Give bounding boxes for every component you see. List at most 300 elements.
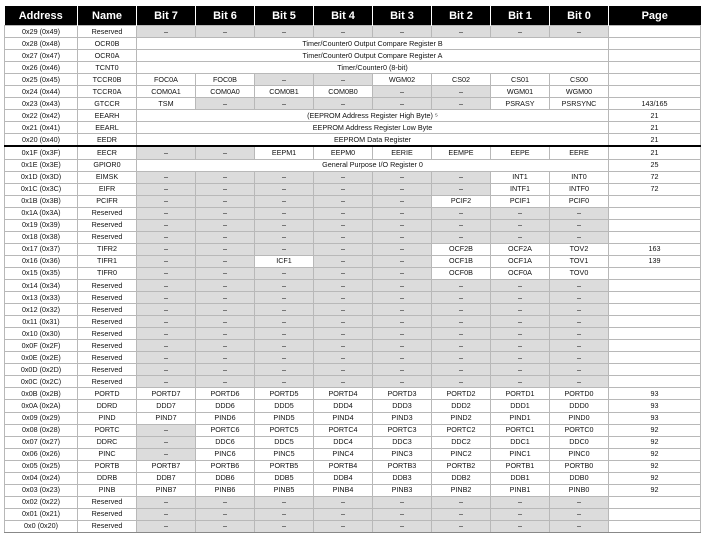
register-name-cell: EEDR: [78, 134, 137, 147]
page-cell: 21: [609, 134, 701, 147]
bit7-cell: COM0A1: [137, 86, 196, 98]
table-row: [5, 207, 701, 219]
bit1-cell: OCF2A: [491, 243, 550, 255]
bit1-cell: PSRASY: [491, 98, 550, 110]
bit0-cell: PIND0: [550, 412, 609, 424]
bit1-cell: –: [491, 292, 550, 304]
bit5-cell: –: [255, 352, 314, 364]
header-row: [5, 6, 701, 26]
address-cell: 0x0B (0x2B): [5, 388, 78, 400]
bit5-cell: DDD5: [255, 400, 314, 412]
bit3-cell: DDC3: [373, 436, 432, 448]
bit3-cell: –: [373, 195, 432, 207]
bit7-cell: PORTD7: [137, 388, 196, 400]
bit0-cell: TOV0: [550, 267, 609, 279]
bit4-cell: –: [314, 207, 373, 219]
register-name-cell: Reserved: [78, 496, 137, 508]
register-name-cell: Reserved: [78, 316, 137, 328]
register-name-cell: TCCR0B: [78, 74, 137, 86]
bit2-cell: CS02: [432, 74, 491, 86]
bit2-cell: DDD2: [432, 400, 491, 412]
table-row: [5, 304, 701, 316]
page-cell: 72: [609, 183, 701, 195]
bit6-cell: PORTD6: [196, 388, 255, 400]
table-row: [5, 171, 701, 183]
page-cell: [609, 376, 701, 388]
bit3-cell: –: [373, 183, 432, 195]
bit5-cell: PORTC5: [255, 424, 314, 436]
address-cell: 0x25 (0x45): [5, 74, 78, 86]
bit6-cell: –: [196, 267, 255, 279]
bit6-cell: –: [196, 340, 255, 352]
bit1-cell: OCF0A: [491, 267, 550, 279]
bit4-cell: –: [314, 243, 373, 255]
bit4-cell: –: [314, 195, 373, 207]
register-span-cell: Timer/Counter0 Output Compare Register B: [137, 38, 609, 50]
register-name-cell: GPIOR0: [78, 159, 137, 171]
bit1-cell: DDD1: [491, 400, 550, 412]
bit1-cell: –: [491, 508, 550, 520]
register-name-cell: TIFR1: [78, 255, 137, 267]
table-row: [5, 267, 701, 279]
bit5-cell: –: [255, 207, 314, 219]
bit7-cell: DDB7: [137, 472, 196, 484]
bit0-cell: EERE: [550, 146, 609, 159]
header-bit6: Bit 6: [196, 6, 255, 26]
address-cell: 0x02 (0x22): [5, 496, 78, 508]
bit6-cell: –: [196, 508, 255, 520]
bit4-cell: –: [314, 255, 373, 267]
bit5-cell: –: [255, 279, 314, 291]
bit3-cell: –: [373, 255, 432, 267]
register-name-cell: PINC: [78, 448, 137, 460]
bit3-cell: –: [373, 316, 432, 328]
register-span-cell: EEPROM Data Register: [137, 134, 609, 147]
bit6-cell: PORTC6: [196, 424, 255, 436]
bit2-cell: –: [432, 328, 491, 340]
bit6-cell: FOC0B: [196, 74, 255, 86]
bit7-cell: –: [137, 496, 196, 508]
page-cell: [609, 62, 701, 74]
bit7-cell: –: [137, 292, 196, 304]
bit7-cell: –: [137, 231, 196, 243]
register-span-cell: EEPROM Address Register Low Byte: [137, 122, 609, 134]
bit2-cell: PCIF2: [432, 195, 491, 207]
bit6-cell: –: [196, 195, 255, 207]
bit6-cell: DDC6: [196, 436, 255, 448]
table-row: [5, 110, 701, 122]
bit0-cell: –: [550, 231, 609, 243]
bit2-cell: –: [432, 508, 491, 520]
bit1-cell: PORTD1: [491, 388, 550, 400]
page-cell: [609, 219, 701, 231]
bit0-cell: –: [550, 304, 609, 316]
page-cell: [609, 50, 701, 62]
page-cell: [609, 496, 701, 508]
bit6-cell: –: [196, 183, 255, 195]
page-cell: 93: [609, 400, 701, 412]
address-cell: 0x01 (0x21): [5, 508, 78, 520]
header-bit5: Bit 5: [255, 6, 314, 26]
page-cell: 92: [609, 448, 701, 460]
bit3-cell: –: [373, 292, 432, 304]
page-cell: [609, 279, 701, 291]
bit2-cell: –: [432, 207, 491, 219]
bit6-cell: PINB6: [196, 484, 255, 496]
bit3-cell: DDD3: [373, 400, 432, 412]
bit0-cell: –: [550, 352, 609, 364]
bit6-cell: –: [196, 146, 255, 159]
table-row: [5, 98, 701, 110]
table-row: [5, 74, 701, 86]
table-row: [5, 122, 701, 134]
address-cell: 0x20 (0x40): [5, 134, 78, 147]
bit7-cell: –: [137, 316, 196, 328]
bit2-cell: –: [432, 352, 491, 364]
bit5-cell: –: [255, 364, 314, 376]
bit1-cell: CS01: [491, 74, 550, 86]
table-row: [5, 376, 701, 388]
bit5-cell: –: [255, 496, 314, 508]
register-name-cell: PORTB: [78, 460, 137, 472]
register-name-cell: Reserved: [78, 364, 137, 376]
register-name-cell: PIND: [78, 412, 137, 424]
bit5-cell: –: [255, 183, 314, 195]
register-span-cell: General Purpose I/O Register 0: [137, 159, 609, 171]
bit3-cell: PORTB3: [373, 460, 432, 472]
page-cell: [609, 328, 701, 340]
table-row: [5, 400, 701, 412]
bit7-cell: –: [137, 376, 196, 388]
page-cell: 93: [609, 412, 701, 424]
table-row: [5, 50, 701, 62]
table-row: [5, 520, 701, 532]
bit3-cell: –: [373, 267, 432, 279]
bit3-cell: –: [373, 98, 432, 110]
bit0-cell: –: [550, 508, 609, 520]
register-name-cell: DDRB: [78, 472, 137, 484]
bit3-cell: –: [373, 328, 432, 340]
address-cell: 0x17 (0x37): [5, 243, 78, 255]
bit6-cell: –: [196, 292, 255, 304]
page-cell: [609, 231, 701, 243]
address-cell: 0x1F (0x3F): [5, 146, 78, 159]
bit7-cell: –: [137, 520, 196, 532]
bit7-cell: –: [137, 328, 196, 340]
page-cell: 21: [609, 146, 701, 159]
bit5-cell: –: [255, 292, 314, 304]
bit4-cell: –: [314, 520, 373, 532]
bit4-cell: –: [314, 183, 373, 195]
address-cell: 0x0E (0x2E): [5, 352, 78, 364]
page-cell: [609, 26, 701, 38]
header-address: Address: [5, 6, 78, 26]
table-row: [5, 183, 701, 195]
header-bit7: Bit 7: [137, 6, 196, 26]
bit3-cell: –: [373, 171, 432, 183]
table-row: [5, 448, 701, 460]
bit6-cell: DDD6: [196, 400, 255, 412]
table-row: [5, 496, 701, 508]
register-name-cell: EIMSK: [78, 171, 137, 183]
bit6-cell: –: [196, 520, 255, 532]
bit1-cell: –: [491, 304, 550, 316]
bit3-cell: –: [373, 279, 432, 291]
address-cell: 0x13 (0x33): [5, 292, 78, 304]
bit6-cell: –: [196, 376, 255, 388]
register-name-cell: Reserved: [78, 219, 137, 231]
address-cell: 0x27 (0x47): [5, 50, 78, 62]
bit7-cell: –: [137, 207, 196, 219]
register-name-cell: TCNT0: [78, 62, 137, 74]
header-bit3: Bit 3: [373, 6, 432, 26]
bit5-cell: –: [255, 520, 314, 532]
bit6-cell: –: [196, 207, 255, 219]
register-name-cell: Reserved: [78, 376, 137, 388]
bit5-cell: COM0B1: [255, 86, 314, 98]
bit3-cell: EERIE: [373, 146, 432, 159]
address-cell: 0x22 (0x42): [5, 110, 78, 122]
bit2-cell: OCF1B: [432, 255, 491, 267]
address-cell: 0x11 (0x31): [5, 316, 78, 328]
address-cell: 0x04 (0x24): [5, 472, 78, 484]
page-cell: [609, 74, 701, 86]
bit5-cell: PORTB5: [255, 460, 314, 472]
register-name-cell: OCR0B: [78, 38, 137, 50]
bit3-cell: WGM02: [373, 74, 432, 86]
bit4-cell: –: [314, 98, 373, 110]
table-row: [5, 279, 701, 291]
bit2-cell: –: [432, 292, 491, 304]
address-cell: 0x0F (0x2F): [5, 340, 78, 352]
table-row: [5, 255, 701, 267]
page-cell: 143/165: [609, 98, 701, 110]
bit7-cell: –: [137, 171, 196, 183]
bit4-cell: COM0B0: [314, 86, 373, 98]
page-cell: [609, 352, 701, 364]
bit0-cell: –: [550, 520, 609, 532]
page-cell: [609, 207, 701, 219]
register-name-cell: Reserved: [78, 352, 137, 364]
bit3-cell: –: [373, 376, 432, 388]
page-cell: 92: [609, 484, 701, 496]
bit6-cell: –: [196, 316, 255, 328]
bit6-cell: –: [196, 364, 255, 376]
table-row: [5, 484, 701, 496]
page-cell: 21: [609, 110, 701, 122]
bit6-cell: –: [196, 279, 255, 291]
address-cell: 0x0C (0x2C): [5, 376, 78, 388]
bit4-cell: –: [314, 376, 373, 388]
register-name-cell: TIFR0: [78, 267, 137, 279]
header-bit1: Bit 1: [491, 6, 550, 26]
bit5-cell: –: [255, 243, 314, 255]
bit1-cell: PINB1: [491, 484, 550, 496]
bit3-cell: PINB3: [373, 484, 432, 496]
bit3-cell: –: [373, 352, 432, 364]
address-cell: 0x26 (0x46): [5, 62, 78, 74]
bit5-cell: –: [255, 376, 314, 388]
bit6-cell: –: [196, 243, 255, 255]
table-row: [5, 424, 701, 436]
register-name-cell: Reserved: [78, 520, 137, 532]
bit5-cell: –: [255, 328, 314, 340]
bit5-cell: –: [255, 98, 314, 110]
bit5-cell: PINB5: [255, 484, 314, 496]
register-name-cell: Reserved: [78, 340, 137, 352]
address-cell: 0x16 (0x36): [5, 255, 78, 267]
address-cell: 0x21 (0x41): [5, 122, 78, 134]
bit1-cell: PORTC1: [491, 424, 550, 436]
bit2-cell: –: [432, 364, 491, 376]
bit3-cell: –: [373, 26, 432, 38]
bit6-cell: PORTB6: [196, 460, 255, 472]
bit4-cell: PORTB4: [314, 460, 373, 472]
bit1-cell: –: [491, 328, 550, 340]
address-cell: 0x19 (0x39): [5, 219, 78, 231]
bit2-cell: –: [432, 231, 491, 243]
bit7-cell: –: [137, 195, 196, 207]
register-summary-table: [4, 6, 701, 533]
bit5-cell: –: [255, 219, 314, 231]
bit1-cell: DDC1: [491, 436, 550, 448]
bit1-cell: DDB1: [491, 472, 550, 484]
page-cell: 93: [609, 388, 701, 400]
register-name-cell: PORTD: [78, 388, 137, 400]
bit1-cell: –: [491, 26, 550, 38]
table-row: [5, 86, 701, 98]
bit6-cell: –: [196, 328, 255, 340]
bit3-cell: –: [373, 508, 432, 520]
address-cell: 0x1C (0x3C): [5, 183, 78, 195]
register-name-cell: EIFR: [78, 183, 137, 195]
bit2-cell: –: [432, 520, 491, 532]
bit4-cell: –: [314, 340, 373, 352]
bit4-cell: –: [314, 352, 373, 364]
bit0-cell: DDB0: [550, 472, 609, 484]
page-cell: 139: [609, 255, 701, 267]
address-cell: 0x1E (0x3E): [5, 159, 78, 171]
address-cell: 0x09 (0x29): [5, 412, 78, 424]
page-cell: [609, 340, 701, 352]
bit1-cell: –: [491, 231, 550, 243]
page-cell: [609, 364, 701, 376]
bit2-cell: –: [432, 183, 491, 195]
bit5-cell: PIND5: [255, 412, 314, 424]
table-row: [5, 231, 701, 243]
table-row: [5, 316, 701, 328]
bit7-cell: –: [137, 26, 196, 38]
bit2-cell: EEMPE: [432, 146, 491, 159]
address-cell: 0x18 (0x38): [5, 231, 78, 243]
bit4-cell: –: [314, 292, 373, 304]
bit3-cell: –: [373, 243, 432, 255]
bit5-cell: –: [255, 304, 314, 316]
page-cell: [609, 195, 701, 207]
bit2-cell: OCF0B: [432, 267, 491, 279]
bit4-cell: –: [314, 316, 373, 328]
bit3-cell: PORTC3: [373, 424, 432, 436]
address-cell: 0x14 (0x34): [5, 279, 78, 291]
register-name-cell: Reserved: [78, 292, 137, 304]
address-cell: 0x23 (0x43): [5, 98, 78, 110]
table-row: [5, 159, 701, 171]
bit7-cell: –: [137, 508, 196, 520]
bit2-cell: –: [432, 340, 491, 352]
address-cell: 0x0A (0x2A): [5, 400, 78, 412]
bit0-cell: –: [550, 364, 609, 376]
address-cell: 0x1B (0x3B): [5, 195, 78, 207]
bit7-cell: –: [137, 364, 196, 376]
bit7-cell: –: [137, 448, 196, 460]
register-name-cell: EEARL: [78, 122, 137, 134]
table-row: [5, 146, 701, 159]
bit3-cell: –: [373, 86, 432, 98]
bit4-cell: PORTC4: [314, 424, 373, 436]
bit4-cell: DDD4: [314, 400, 373, 412]
bit2-cell: PIND2: [432, 412, 491, 424]
bit4-cell: –: [314, 364, 373, 376]
table-row: [5, 472, 701, 484]
address-cell: 0x08 (0x28): [5, 424, 78, 436]
bit3-cell: –: [373, 496, 432, 508]
bit6-cell: PIND6: [196, 412, 255, 424]
bit2-cell: OCF2B: [432, 243, 491, 255]
bit0-cell: –: [550, 26, 609, 38]
bit6-cell: –: [196, 496, 255, 508]
bit2-cell: –: [432, 26, 491, 38]
table-row: [5, 26, 701, 38]
bit1-cell: –: [491, 520, 550, 532]
bit3-cell: –: [373, 340, 432, 352]
bit0-cell: INT0: [550, 171, 609, 183]
bit1-cell: PINC1: [491, 448, 550, 460]
bit5-cell: –: [255, 171, 314, 183]
bit7-cell: PIND7: [137, 412, 196, 424]
bit1-cell: –: [491, 364, 550, 376]
bit6-cell: COM0A0: [196, 86, 255, 98]
bit7-cell: –: [137, 352, 196, 364]
bit7-cell: –: [137, 304, 196, 316]
address-cell: 0x10 (0x30): [5, 328, 78, 340]
bit0-cell: PINC0: [550, 448, 609, 460]
bit4-cell: –: [314, 26, 373, 38]
bit2-cell: –: [432, 279, 491, 291]
bit1-cell: PCIF1: [491, 195, 550, 207]
address-cell: 0x05 (0x25): [5, 460, 78, 472]
bit0-cell: TOV2: [550, 243, 609, 255]
bit5-cell: –: [255, 26, 314, 38]
bit3-cell: PIND3: [373, 412, 432, 424]
bit0-cell: –: [550, 207, 609, 219]
bit5-cell: EEPM1: [255, 146, 314, 159]
table-row: [5, 364, 701, 376]
address-cell: 0x03 (0x23): [5, 484, 78, 496]
bit0-cell: DDD0: [550, 400, 609, 412]
bit2-cell: –: [432, 219, 491, 231]
bit4-cell: DDC4: [314, 436, 373, 448]
bit4-cell: –: [314, 496, 373, 508]
bit4-cell: –: [314, 279, 373, 291]
page-cell: 92: [609, 472, 701, 484]
register-name-cell: Reserved: [78, 279, 137, 291]
register-name-cell: DDRD: [78, 400, 137, 412]
bit2-cell: –: [432, 171, 491, 183]
bit7-cell: –: [137, 279, 196, 291]
table-row: [5, 508, 701, 520]
bit5-cell: –: [255, 340, 314, 352]
register-name-cell: GTCCR: [78, 98, 137, 110]
